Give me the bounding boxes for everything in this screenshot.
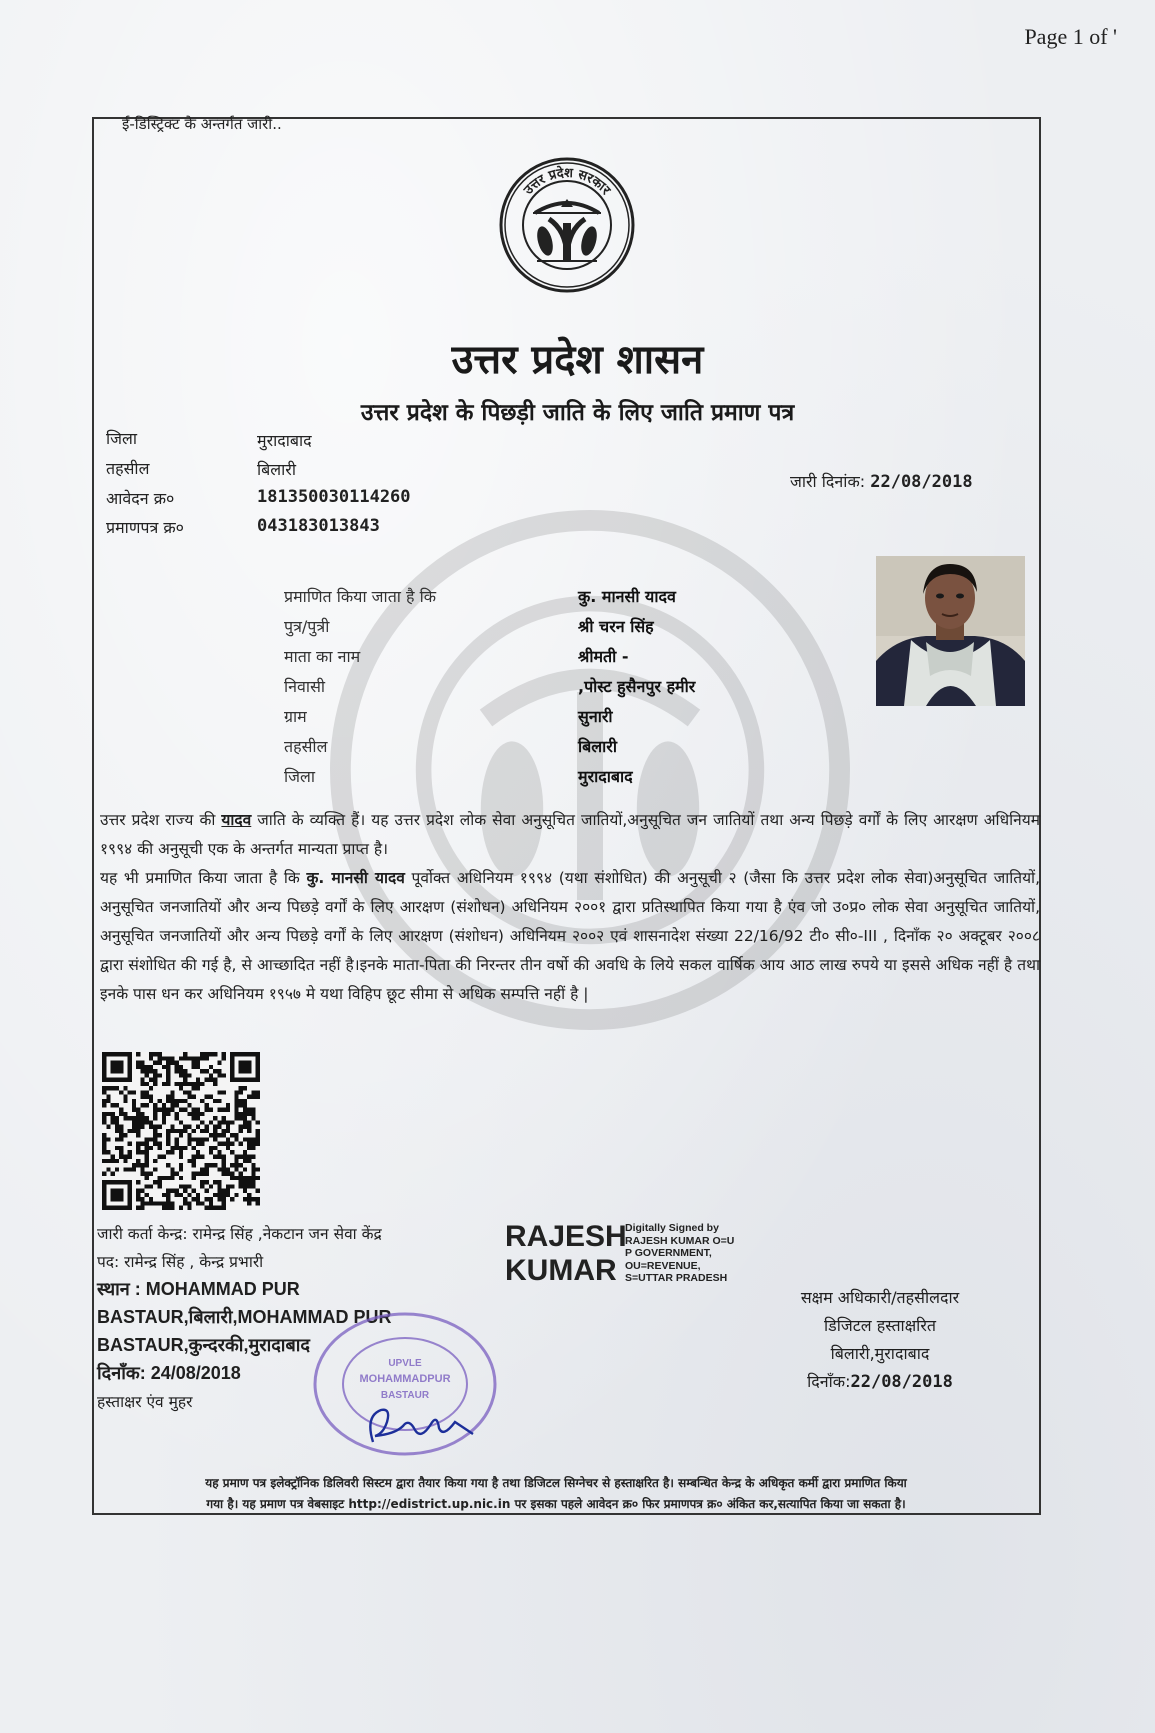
svg-text:UPVLE: UPVLE bbox=[388, 1358, 422, 1369]
csc-rubber-stamp bbox=[305, 1306, 500, 1456]
certificate-main-title: उत्तर प्रदेश शासन bbox=[451, 337, 704, 383]
certificate-number-label: प्रमाणपत्र क्र० bbox=[106, 518, 184, 537]
district-label: जिला bbox=[106, 429, 138, 448]
authority-signed: डिजिटल हस्ताक्षरित bbox=[824, 1316, 936, 1335]
footer-note bbox=[96, 1473, 1016, 1515]
eligibility-statement-prefix: यह भी प्रमाणित किया जाता है कि bbox=[100, 869, 307, 887]
certificate-number-value: 043183013843 bbox=[257, 516, 380, 536]
detail-value-name: कु. मानसी यादव bbox=[578, 587, 676, 606]
issuer-place-line2: BASTAUR,बिलारी,MOHAMMAD PUR bbox=[97, 1307, 392, 1327]
applicant-photo bbox=[876, 556, 1025, 706]
caste-statement-prefix: उत्तर प्रदेश राज्य की bbox=[100, 811, 222, 829]
eligibility-applicant-name: कु. मानसी यादव bbox=[306, 869, 405, 887]
detail-label-son-daughter: पुत्र/पुत्री bbox=[284, 617, 330, 636]
digital-signature-line: Digitally Signed by bbox=[625, 1222, 719, 1234]
up-government-emblem-icon bbox=[497, 155, 637, 295]
eligibility-statement-suffix: पूर्वोक्त अधिनियम १९९४ (यथा संशोधित) की अनुसूची २ (जैसा कि उत्तर प्रदेश लोक सेवा)अनुसूचित जातियों, अनुसूचित जनजातियों और अन्य पिछड़े वर्गों के लिए आरक्षण (संशोधन) अधिनियम २००१ द्वारा प्रतिस्थापित किया गया है एंव जो उ०प्र० लोक सेवा अनुसूचित जातियों, अनुसूचित जनजातियों और अन्य पिछड़े वर्गों के लिए आरक्षण (संशोधन) अधिनियम २००२ एवं शासनादेश संख्या 22/16/92 टी० सी०-III , दिनाँक २० अक्टूबर २००८ द्वारा संशोधित की गई है, से आच्छादित नहीं है।इनके माता-पिता की निरन्तर तीन वर्षो की अवधि के लिये सकल वार्षिक आय आठ लाख रुपये या इससे अधिक नहीं है तथा इनके पास धन कर अधिनियम १९५७ मे यथा विहिप छूट सीमा से अधिक सम्पत्ति नहीं है | bbox=[100, 869, 1040, 1003]
detail-label-village: ग्राम bbox=[284, 707, 307, 726]
issued-under-text: ई-डिस्ट्रिक्ट के अन्तर्गत जारी.. bbox=[122, 115, 282, 133]
digital-signature-line: RAJESH KUMAR O=U bbox=[625, 1234, 735, 1247]
detail-label-district: जिला bbox=[284, 767, 316, 786]
detail-value-post: ,पोस्ट हुसैनपुर हमीर bbox=[578, 677, 696, 696]
caste-name: यादव bbox=[221, 811, 252, 829]
detail-label-tehsil: तहसील bbox=[284, 737, 328, 756]
detail-value-tehsil: बिलारी bbox=[578, 737, 617, 756]
caste-statement-suffix: जाति के व्यक्ति हैं। यह उत्तर प्रदेश लोक सेवा अनुसूचित जातियों,अनुसूचित जन जातियों तथा अन्य पिछड़े वर्गों के लिए आरक्षण अधिनियम १९९४ की अनुसूची एक के अन्तर्गत मान्यता प्राप्त है। bbox=[100, 811, 1040, 858]
authority-date-value: 22/08/2018 bbox=[850, 1372, 953, 1392]
digital-signature-name-line1: RAJESH bbox=[505, 1220, 627, 1253]
detail-value-mother: श्रीमती - bbox=[578, 647, 629, 666]
authority-date bbox=[730, 1370, 1030, 1392]
issuer-place-line1: स्थान : MOHAMMAD PUR bbox=[97, 1279, 300, 1299]
page-label: Page 1 of ' bbox=[1024, 24, 1117, 49]
issue-date bbox=[790, 470, 973, 492]
detail-label-certified: प्रमाणित किया जाता है कि bbox=[284, 587, 437, 606]
authority-title: सक्षम अधिकारी/तहसीलदार bbox=[800, 1288, 960, 1307]
issuer-date: दिनाँक: 24/08/2018 bbox=[97, 1363, 241, 1383]
detail-label-mother: माता का नाम bbox=[284, 647, 361, 666]
eligibility-statement-paragraph bbox=[100, 864, 1040, 1009]
detail-value-father: श्री चरन सिंह bbox=[578, 617, 654, 636]
issuer-centre: जारी कर्ता केन्द्र: रामेन्द्र सिंह ,नेकटान जन सेवा केंद्र bbox=[97, 1225, 382, 1243]
tehsil-value: बिलारी bbox=[257, 460, 296, 479]
authority-place: बिलारी,मुरादाबाद bbox=[830, 1344, 930, 1363]
issue-date-value: 22/08/2018 bbox=[870, 472, 973, 492]
digital-signature-line: P GOVERNMENT, bbox=[625, 1247, 712, 1259]
digital-signature-name bbox=[505, 1220, 627, 1288]
footer-line2: गया है। यह प्रमाण पत्र वेबसाइट http://edistrict.up.nic.in पर इसका पहले आवेदन क्र० फिर प्रमाणपत्र क्र० अंकित कर,सत्यापित किया जा सकता है। bbox=[206, 1497, 906, 1511]
svg-text:MOHAMMADPUR: MOHAMMADPUR bbox=[359, 1373, 451, 1385]
issuer-place-line3: BASTAUR,कुन्दरकी,मुरादाबाद bbox=[97, 1335, 310, 1355]
detail-label-resident: निवासी bbox=[284, 677, 326, 696]
issuer-sign-seal: हस्ताक्षर एंव मुहर bbox=[97, 1393, 193, 1411]
issuer-post: पद: रामेन्द्र सिंह , केन्द्र प्रभारी bbox=[97, 1253, 264, 1271]
digital-signature-details bbox=[625, 1222, 755, 1285]
detail-value-district: मुरादाबाद bbox=[578, 767, 633, 786]
issue-date-label: जारी दिनांक: bbox=[790, 472, 866, 491]
caste-statement-paragraph bbox=[100, 806, 1040, 864]
svg-text:BASTAUR: BASTAUR bbox=[380, 1390, 430, 1401]
footer-line1: यह प्रमाण पत्र इलेक्ट्रॉनिक डिलिवरी सिस्टम द्वारा तैयार किया गया है तथा डिजिटल सिग्नेचर से हस्ताक्षरित है। सम्बन्धित केन्द्र के अधिकृत कर्मी द्वारा प्रमाणित किया bbox=[205, 1476, 907, 1490]
detail-value-village: सुनारी bbox=[578, 707, 613, 726]
digital-signature-name-line2: KUMAR bbox=[505, 1254, 617, 1287]
certificate-subtitle: उत्तर प्रदेश के पिछड़ी जाति के लिए जाति प्रमाण पत्र bbox=[360, 400, 795, 426]
district-value: मुरादाबाद bbox=[257, 431, 312, 450]
digital-signature-line: OU=REVENUE, bbox=[625, 1259, 701, 1272]
application-number-label: आवेदन क्र० bbox=[106, 489, 175, 508]
emblem-ring-text: उत्तर प्रदेश सरकार bbox=[521, 165, 613, 198]
application-number-value: 181350030114260 bbox=[257, 487, 411, 507]
authority-date-label: दिनाँक: bbox=[807, 1372, 851, 1391]
verification-qr-code[interactable] bbox=[102, 1052, 260, 1210]
digital-signature-line: S=UTTAR PRADESH bbox=[625, 1272, 728, 1284]
tehsil-label: तहसील bbox=[106, 459, 150, 478]
